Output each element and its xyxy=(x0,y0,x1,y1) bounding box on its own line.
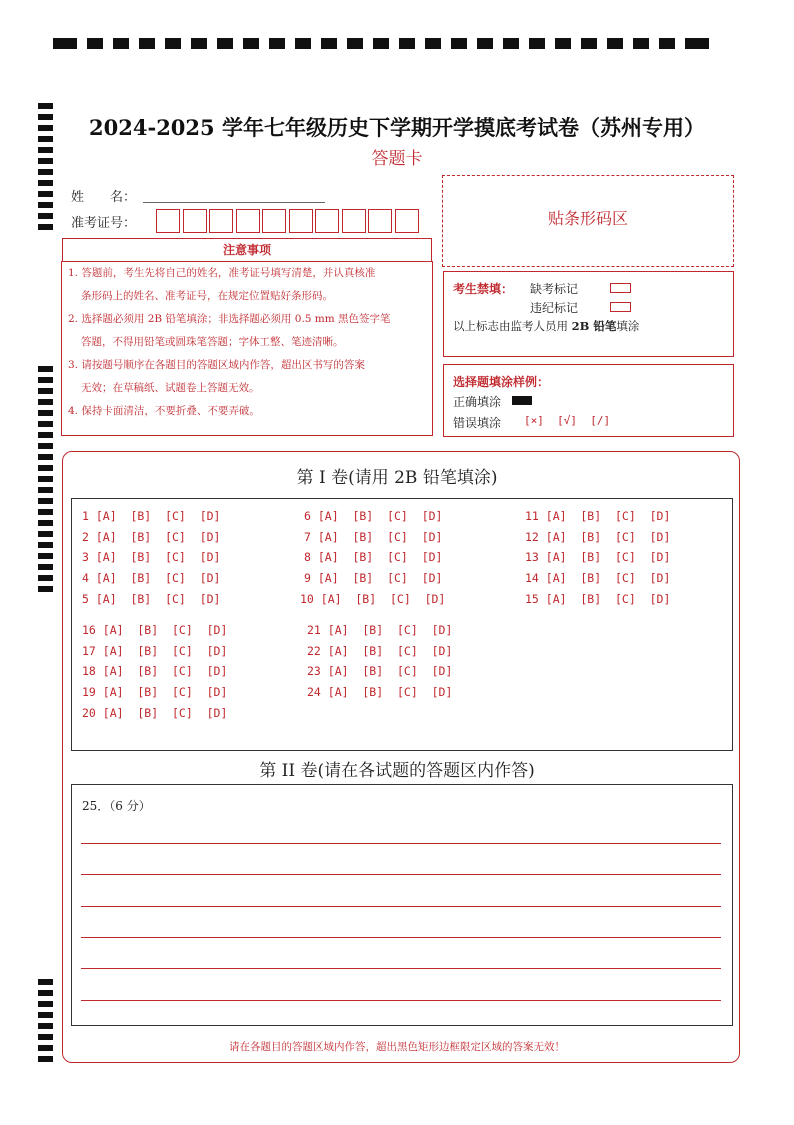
notes-box xyxy=(61,261,433,436)
notes-item: 答题，不得用铅笔或圆珠笔答题；字体工整、笔迹清晰。 xyxy=(81,336,344,348)
id-label: 准考证号： xyxy=(71,216,137,231)
choice-row[interactable]: 23 [A] [B] [C] [D] xyxy=(307,664,453,679)
wrong-label: 错误填涂 xyxy=(453,416,502,430)
notes-item: 无效；在草稿纸、试题卷上答题无效。 xyxy=(81,382,260,394)
choice-row[interactable]: 2 [A] [B] [C] [D] xyxy=(82,529,221,544)
timing-mark xyxy=(399,38,415,49)
timing-mark xyxy=(555,38,571,49)
choice-row[interactable]: 22 [A] [B] [C] [D] xyxy=(307,643,453,658)
id-digit-box[interactable] xyxy=(368,209,392,233)
answer-line[interactable] xyxy=(81,1000,721,1001)
timing-mark xyxy=(633,38,649,49)
timing-mark xyxy=(451,38,467,49)
timing-mark xyxy=(217,38,233,49)
forbidden-box xyxy=(443,271,734,357)
absent-label: 缺考标记 xyxy=(530,282,579,296)
id-digit-box[interactable] xyxy=(315,209,339,233)
choice-row[interactable]: 11 [A] [B] [C] [D] xyxy=(525,509,671,523)
timing-mark xyxy=(38,1023,53,1029)
barcode-label: 贴条形码区 xyxy=(547,209,628,228)
timing-mark xyxy=(38,531,53,537)
timing-mark xyxy=(38,399,53,405)
timing-mark xyxy=(191,38,207,49)
choice-row[interactable]: 5 [A] [B] [C] [D] xyxy=(82,591,221,606)
timing-mark xyxy=(425,38,441,49)
id-digit-box[interactable] xyxy=(289,209,313,233)
timing-mark xyxy=(321,38,337,49)
choice-row[interactable]: 20 [A] [B] [C] [D] xyxy=(82,705,228,720)
timing-mark xyxy=(295,38,311,49)
notes-item: 条形码上的姓名、准考证号，在规定位置贴好条形码。 xyxy=(81,290,333,302)
section1-title: 第 I 卷(请用 2B 铅笔填涂) xyxy=(296,468,498,488)
timing-mark xyxy=(38,202,53,208)
top-timing-marks xyxy=(53,38,750,52)
timing-mark xyxy=(38,213,53,219)
timing-mark xyxy=(659,38,675,49)
timing-mark xyxy=(685,38,709,49)
timing-mark xyxy=(53,38,77,49)
sample-box xyxy=(443,364,734,437)
timing-mark xyxy=(38,575,53,581)
violation-checkbox[interactable] xyxy=(610,302,631,312)
left-timing-marks-lower xyxy=(38,979,56,1069)
timing-mark xyxy=(38,432,53,438)
choice-row[interactable]: 16 [A] [B] [C] [D] xyxy=(82,623,228,637)
timing-mark xyxy=(38,103,53,109)
choice-row[interactable]: 9 [A] [B] [C] [D] xyxy=(304,571,443,586)
id-digit-box[interactable] xyxy=(262,209,286,233)
timing-mark xyxy=(165,38,181,49)
answer-line[interactable] xyxy=(81,906,721,907)
timing-mark xyxy=(38,388,53,394)
timing-mark xyxy=(38,979,53,985)
timing-mark xyxy=(38,169,53,175)
notes-item: 1. 答题前，考生先将自己的姓名，准考证号填写清楚，并认真核准 xyxy=(68,267,376,279)
timing-mark xyxy=(581,38,597,49)
choice-row[interactable]: 21 [A] [B] [C] [D] xyxy=(307,623,453,637)
notes-title-box xyxy=(62,238,432,262)
answer-line[interactable] xyxy=(81,937,721,938)
id-digit-box[interactable] xyxy=(342,209,366,233)
timing-mark xyxy=(38,586,53,592)
timing-mark xyxy=(38,1056,53,1062)
notes-title: 注意事项 xyxy=(222,243,271,257)
id-digit-box[interactable] xyxy=(156,209,180,233)
violation-label: 违纪标记 xyxy=(530,301,579,315)
id-digit-box[interactable] xyxy=(395,209,419,233)
timing-mark xyxy=(477,38,493,49)
forbidden-note: 以上标志由监考人员用 2B 铅笔填涂 xyxy=(453,319,640,333)
timing-mark xyxy=(38,520,53,526)
timing-mark xyxy=(347,38,363,49)
sample-title: 选择题填涂样例： xyxy=(453,375,550,389)
choice-row[interactable]: 14 [A] [B] [C] [D] xyxy=(525,571,671,586)
choice-row[interactable]: 1 [A] [B] [C] [D] xyxy=(82,509,221,523)
section2-title: 第 II 卷(请在各试题的答题区内作答) xyxy=(259,761,535,781)
timing-mark xyxy=(113,38,129,49)
page-subtitle: 答题卡 xyxy=(371,149,423,169)
id-digit-box[interactable] xyxy=(209,209,233,233)
choice-row[interactable]: 24 [A] [B] [C] [D] xyxy=(307,685,453,700)
forbidden-title: 考生禁填： xyxy=(453,282,514,296)
choice-row[interactable]: 7 [A] [B] [C] [D] xyxy=(304,529,443,544)
timing-mark xyxy=(87,38,103,49)
question-25-label: 25．（6 分） xyxy=(82,799,151,813)
timing-mark xyxy=(38,542,53,548)
choice-row[interactable]: 3 [A] [B] [C] [D] xyxy=(82,550,221,565)
timing-mark xyxy=(38,564,53,570)
answer-line[interactable] xyxy=(81,843,721,844)
filled-sample-mark xyxy=(512,396,532,405)
timing-mark xyxy=(38,443,53,449)
timing-mark xyxy=(38,377,53,383)
timing-mark xyxy=(38,224,53,230)
id-digit-box[interactable] xyxy=(183,209,207,233)
answer-line[interactable] xyxy=(81,968,721,969)
choice-row[interactable]: 12 [A] [B] [C] [D] xyxy=(525,529,671,544)
choice-row[interactable]: 13 [A] [B] [C] [D] xyxy=(525,550,671,565)
timing-mark xyxy=(503,38,519,49)
barcode-area xyxy=(442,175,734,267)
timing-mark xyxy=(38,553,53,559)
timing-mark xyxy=(38,410,53,416)
choice-row[interactable]: 8 [A] [B] [C] [D] xyxy=(304,550,443,565)
choice-row[interactable]: 17 [A] [B] [C] [D] xyxy=(82,643,228,658)
timing-mark xyxy=(38,191,53,197)
timing-mark xyxy=(243,38,259,49)
timing-mark xyxy=(38,509,53,515)
timing-mark xyxy=(139,38,155,49)
timing-mark xyxy=(38,421,53,427)
timing-mark xyxy=(373,38,389,49)
correct-label: 正确填涂 xyxy=(453,395,502,409)
choice-row[interactable]: 15 [A] [B] [C] [D] xyxy=(525,591,671,606)
timing-mark xyxy=(38,366,53,372)
timing-mark xyxy=(38,454,53,460)
timing-mark xyxy=(38,1012,53,1018)
name-label: 姓 名： xyxy=(71,190,137,205)
choice-row[interactable]: 4 [A] [B] [C] [D] xyxy=(82,571,221,586)
id-digit-box[interactable] xyxy=(236,209,260,233)
timing-mark xyxy=(269,38,285,49)
footer-warning: 请在各题目的答题区域内作答，超出黑色矩形边框限定区域的答案无效！ xyxy=(229,1041,565,1053)
choice-row[interactable]: 6 [A] [B] [C] [D] xyxy=(304,509,443,523)
notes-item: 4. 保持卡面清洁，不要折叠、不要弄破。 xyxy=(68,405,260,417)
choice-row[interactable]: 18 [A] [B] [C] [D] xyxy=(82,664,228,679)
notes-item: 3. 请按题号顺序在各题目的答题区域内作答，超出区书写的答案 xyxy=(68,359,365,371)
choice-row[interactable]: 10 [A] [B] [C] [D] xyxy=(300,591,446,606)
timing-mark xyxy=(38,180,53,186)
page-title: 2024-2025 学年七年级历史下学期开学摸底考试卷（苏州专用） xyxy=(89,115,705,140)
absent-checkbox[interactable] xyxy=(610,283,631,293)
timing-mark xyxy=(607,38,623,49)
choice-row[interactable]: 19 [A] [B] [C] [D] xyxy=(82,685,228,700)
notes-item: 2. 选择题必须用 2B 铅笔填涂；非选择题必须用 0.5 mm 黑色签字笔 xyxy=(68,313,391,325)
name-field[interactable] xyxy=(143,202,325,203)
timing-mark xyxy=(38,1001,53,1007)
timing-mark xyxy=(38,990,53,996)
wrong-sample-marks: [×] [√] [/] xyxy=(524,414,611,427)
timing-mark xyxy=(38,498,53,504)
timing-mark xyxy=(529,38,545,49)
answer-line[interactable] xyxy=(81,874,721,875)
